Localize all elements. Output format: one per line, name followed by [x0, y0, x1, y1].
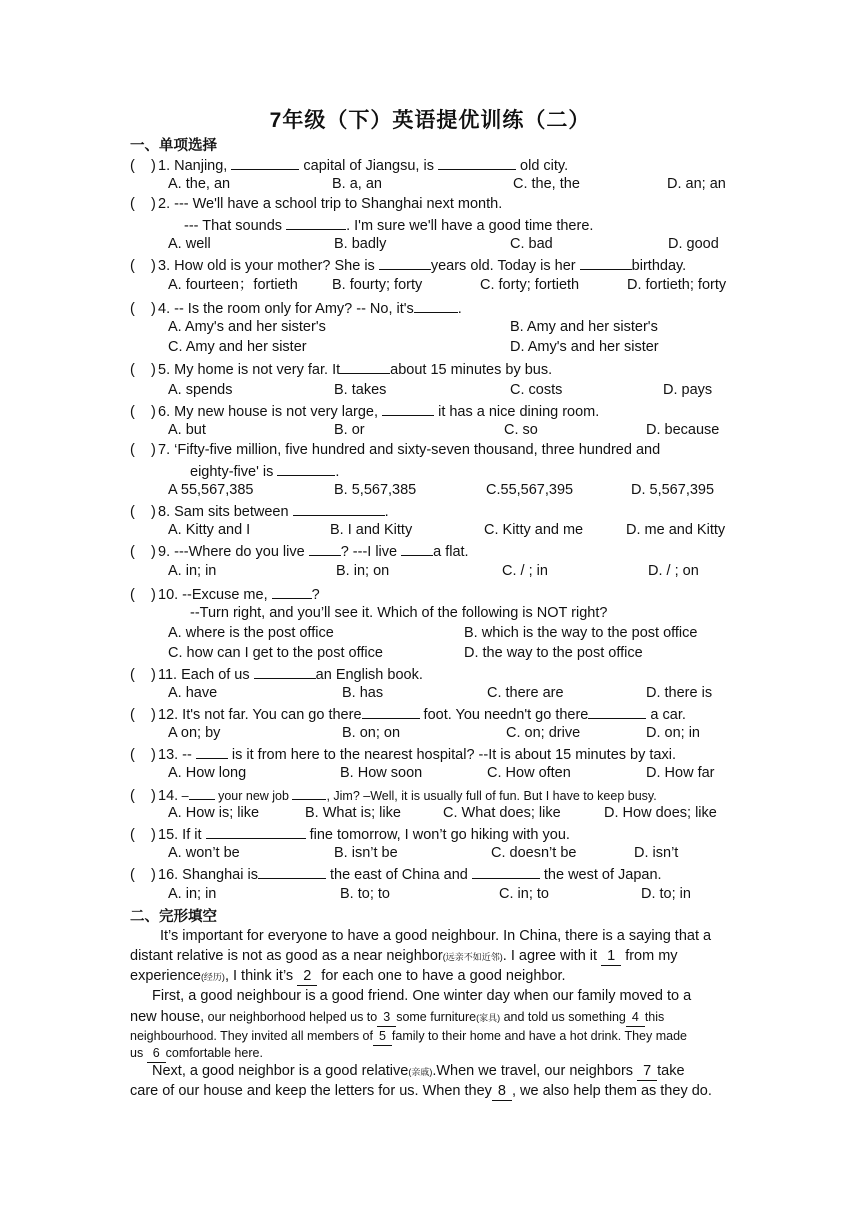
answer-bracket[interactable]: ( )	[130, 504, 156, 520]
option: B. which is the way to the post office	[464, 625, 698, 641]
option: A. the, an	[168, 176, 231, 192]
option: C. Kitty and me	[484, 522, 584, 538]
option: A on; by	[168, 725, 221, 741]
option: D. How does; like	[604, 805, 717, 821]
option: B. or	[334, 422, 365, 438]
answer-bracket[interactable]: ( )	[130, 788, 156, 804]
answer-bracket[interactable]: ( )	[130, 258, 156, 274]
blank[interactable]	[254, 664, 316, 679]
blank[interactable]	[258, 864, 326, 879]
question-12: ( ) 12. It's not far. You can go there foot. You needn't go there a car.	[130, 704, 686, 724]
answer-bracket[interactable]: ( )	[130, 747, 156, 763]
option: C. on; drive	[506, 725, 581, 741]
question-6: ( ) 6. My new house is not very large, it has a nice dining room.	[130, 401, 599, 421]
question-1: ( ) 1. Nanjing, capital of Jiangsu, is old city.	[130, 155, 568, 175]
question-2-line2: --- That sounds . I'm sure we'll have a good time there.	[184, 215, 593, 235]
cloze-blank-5[interactable]: 5	[373, 1027, 392, 1046]
option: C. / ; in	[502, 563, 548, 579]
cloze-line: First, a good neighbour is a good friend. One winter day when our family moved to a	[152, 988, 692, 1004]
option: B. has	[342, 685, 384, 701]
cloze-blank-7[interactable]: 7	[637, 1062, 657, 1081]
question-14: ( ) 14. – your new job , Jim? –Well, it is usually full of fun. But I have to keep busy.	[130, 785, 657, 805]
option: C. doesn’t be	[491, 845, 577, 861]
option: B. isn’t be	[334, 845, 398, 861]
page-title: 7年级（下）英语提优训练（二）	[269, 109, 591, 132]
option: A 55,567,385	[168, 482, 254, 498]
option: B. What is; like	[305, 805, 401, 821]
blank[interactable]	[272, 584, 312, 599]
blank[interactable]	[231, 155, 299, 170]
option: B. takes	[334, 382, 387, 398]
option: D. to; in	[641, 886, 691, 902]
blank[interactable]	[292, 785, 326, 800]
question-5: ( ) 5. My home is not very far. It about 15 minutes by bus.	[130, 359, 552, 379]
blank[interactable]	[438, 155, 516, 170]
question-16: ( ) 16. Shanghai is the east of China and the west of Japan.	[130, 864, 662, 884]
option: C. there are	[487, 685, 564, 701]
option: C. costs	[510, 382, 563, 398]
cloze-line: new house, our neighborhood helped us to 3 some furniture(家具) and told us something 4 this	[130, 1009, 665, 1025]
answer-bracket[interactable]: ( )	[130, 667, 156, 683]
question-13: ( ) 13. -- is it from here to the nearest hospital? --It is about 15 minutes by taxi.	[130, 744, 676, 764]
option: D. me and Kitty	[626, 522, 726, 538]
blank[interactable]	[588, 704, 646, 719]
blank[interactable]	[309, 541, 341, 556]
option: A. in; in	[168, 886, 217, 902]
blank[interactable]	[382, 401, 434, 416]
blank[interactable]	[472, 864, 540, 879]
option: D. How far	[646, 765, 715, 781]
option: D. Amy's and her sister	[510, 339, 659, 355]
blank[interactable]	[362, 704, 420, 719]
option: D. good	[668, 236, 719, 252]
option: D. fortieth; forty	[627, 277, 727, 293]
answer-bracket[interactable]: ( )	[130, 544, 156, 560]
answer-bracket[interactable]: ( )	[130, 158, 156, 174]
option: D. an; an	[667, 176, 726, 192]
option: C. Amy and her sister	[168, 339, 307, 355]
answer-bracket[interactable]: ( )	[130, 867, 156, 883]
cloze-blank-3[interactable]: 3	[377, 1008, 396, 1027]
answer-bracket[interactable]: ( )	[130, 404, 156, 420]
question-7-line2: eighty-five' is .	[190, 461, 339, 481]
question-4: ( ) 4. -- Is the room only for Amy? -- No, it's .	[130, 298, 462, 318]
question-3: ( ) 3. How old is your mother? She is years old. Today is her birthday.	[130, 255, 686, 275]
option: B. How soon	[340, 765, 423, 781]
cloze-blank-8[interactable]: 8	[492, 1082, 512, 1101]
blank[interactable]	[401, 541, 433, 556]
cloze-line: experience(经历), I think it’s 2 for each one to have a good neighbor.	[130, 968, 566, 984]
option: A. have	[168, 685, 218, 701]
blank[interactable]	[206, 824, 306, 839]
question-11: ( ) 11. Each of us an English book.	[130, 664, 423, 684]
option: D. / ; on	[648, 563, 699, 579]
cloze-line: us 6 comfortable here.	[130, 1044, 263, 1063]
option: A. well	[168, 236, 211, 252]
option: C. How often	[487, 765, 571, 781]
option: C. so	[504, 422, 538, 438]
option: B. Amy and her sister's	[510, 319, 658, 335]
option: A. How long	[168, 765, 247, 781]
answer-bracket[interactable]: ( )	[130, 301, 156, 317]
option: D. because	[646, 422, 720, 438]
question-10-line2: --Turn right, and you’ll see it. Which of the following is NOT right?	[190, 605, 608, 621]
section-heading-cloze: 二、完形填空	[130, 909, 217, 925]
option: B. to; to	[340, 886, 390, 902]
answer-bracket[interactable]: ( )	[130, 587, 156, 603]
option: D. pays	[663, 382, 713, 398]
question-10: ( ) 10. --Excuse me, ?	[130, 584, 320, 604]
blank[interactable]	[379, 255, 431, 270]
cloze-blank-2[interactable]: 2	[297, 967, 317, 986]
option: C. forty; fortieth	[480, 277, 580, 293]
blank[interactable]	[414, 298, 458, 313]
question-8: ( ) 8. Sam sits between .	[130, 501, 389, 521]
option: C. What does; like	[443, 805, 561, 821]
option: A. fourteen；fortieth	[168, 277, 298, 293]
option: C. in; to	[499, 886, 549, 902]
blank[interactable]	[189, 785, 215, 800]
option: A. where is the post office	[168, 625, 334, 641]
cloze-line: distant relative is not as good as a near neighbor(远亲不如近邻). I agree with it 1 from my	[130, 948, 678, 964]
option: A. spends	[168, 382, 233, 398]
option: B. on; on	[342, 725, 401, 741]
blank[interactable]	[196, 744, 228, 759]
cloze-blank-1[interactable]: 1	[601, 947, 621, 966]
cloze-line: It’s important for everyone to have a good neighbour. In China, there is a saying that a	[160, 928, 712, 944]
option: D. the way to the post office	[464, 645, 643, 661]
answer-bracket[interactable]: ( )	[130, 196, 156, 212]
cloze-blank-4[interactable]: 4	[626, 1008, 645, 1027]
option: C. how can I get to the post office	[168, 645, 383, 661]
option: A. Kitty and I	[168, 522, 251, 538]
answer-bracket[interactable]: ( )	[130, 362, 156, 378]
blank[interactable]	[286, 215, 346, 230]
blank[interactable]	[340, 359, 390, 374]
option: D. on; in	[646, 725, 700, 741]
option: B. I and Kitty	[330, 522, 413, 538]
option: B. fourty; forty	[332, 277, 423, 293]
option: C.55,567,395	[486, 482, 574, 498]
question-7: ( ) 7. ‘Fifty-five million, five hundred and sixty-seven thousand, three hundred and	[130, 442, 661, 458]
option: B. 5,567,385	[334, 482, 417, 498]
option: B. badly	[334, 236, 387, 252]
blank[interactable]	[277, 461, 335, 476]
option: D. 5,567,395	[631, 482, 715, 498]
option: A. How is; like	[168, 805, 260, 821]
question-15: ( ) 15. If it fine tomorrow, I won’t go hiking with you.	[130, 824, 570, 844]
question-9: ( ) 9. ---Where do you live ? ---I live a flat.	[130, 541, 469, 561]
option: B. a, an	[332, 176, 382, 192]
option: A. in; in	[168, 563, 217, 579]
option: A. won’t be	[168, 845, 240, 861]
question-2: ( ) 2. --- We'll have a school trip to Shanghai next month.	[130, 196, 503, 212]
answer-bracket[interactable]: ( )	[130, 442, 156, 458]
cloze-line: Next, a good neighbor is a good relative(亲戚).When we travel, our neighbors 7 take	[152, 1063, 685, 1079]
option: C. the, the	[513, 176, 580, 192]
option: D. isn’t	[634, 845, 679, 861]
option: D. there is	[646, 685, 713, 701]
answer-bracket[interactable]: ( )	[130, 827, 156, 843]
answer-bracket[interactable]: ( )	[130, 707, 156, 723]
option: A. but	[168, 422, 206, 438]
cloze-blank-6[interactable]: 6	[147, 1044, 166, 1063]
cloze-line: neighbourhood. They invited all members of 5 family to their home and have a hot drink. They made	[130, 1027, 687, 1046]
blank[interactable]	[293, 501, 385, 516]
option: A. Amy's and her sister's	[168, 319, 326, 335]
option: C. bad	[510, 236, 553, 252]
section-heading-choice: 一、单项选择	[130, 138, 217, 154]
blank[interactable]	[580, 255, 632, 270]
option: B. in; on	[336, 563, 390, 579]
cloze-line: care of our house and keep the letters for us. When they 8 , we also help them as they do.	[130, 1083, 712, 1099]
